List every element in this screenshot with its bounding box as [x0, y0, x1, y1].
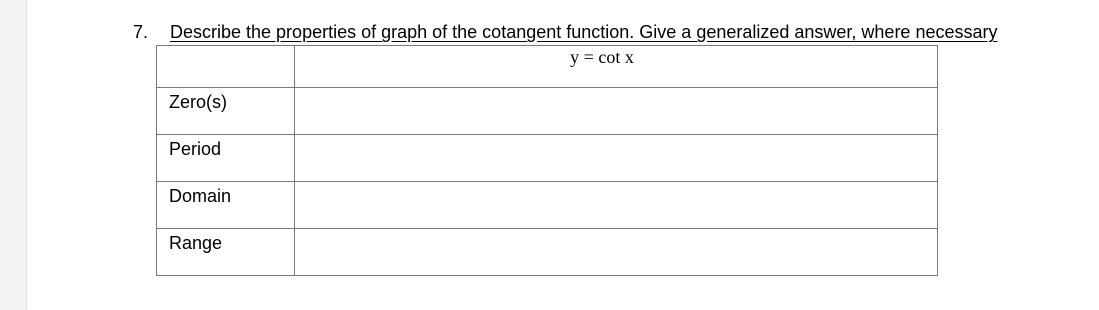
- domain-answer-cell[interactable]: [295, 182, 938, 229]
- function-formula: y = cot x: [570, 47, 634, 67]
- range-answer-cell[interactable]: [295, 229, 938, 276]
- properties-table: [156, 45, 938, 276]
- table-row-period: [157, 135, 938, 182]
- zeros-label: Zero(s): [169, 92, 227, 112]
- question-number: 7.: [133, 22, 149, 42]
- row-label-cell: [157, 135, 295, 182]
- period-answer-cell[interactable]: [295, 135, 938, 182]
- question-text: Describe the properties of graph of the cotangent function. Give a generalized answer, where necessary: [170, 22, 998, 42]
- zeros-answer-cell[interactable]: [295, 88, 938, 135]
- table-header-row: [157, 46, 938, 88]
- page-left-edge: [0, 0, 27, 310]
- table-row-domain: [157, 182, 938, 229]
- table-row-zeros: [157, 88, 938, 135]
- row-label-cell: [157, 229, 295, 276]
- domain-label: Domain: [169, 186, 232, 206]
- row-label-cell: [157, 182, 295, 229]
- period-label: Period: [169, 139, 222, 159]
- header-empty-cell: [157, 46, 295, 88]
- question-heading: [133, 20, 997, 44]
- row-label-cell: [157, 88, 295, 135]
- table-row-range: [157, 229, 938, 276]
- range-label: Range: [169, 233, 223, 253]
- formula-cell: [295, 46, 938, 88]
